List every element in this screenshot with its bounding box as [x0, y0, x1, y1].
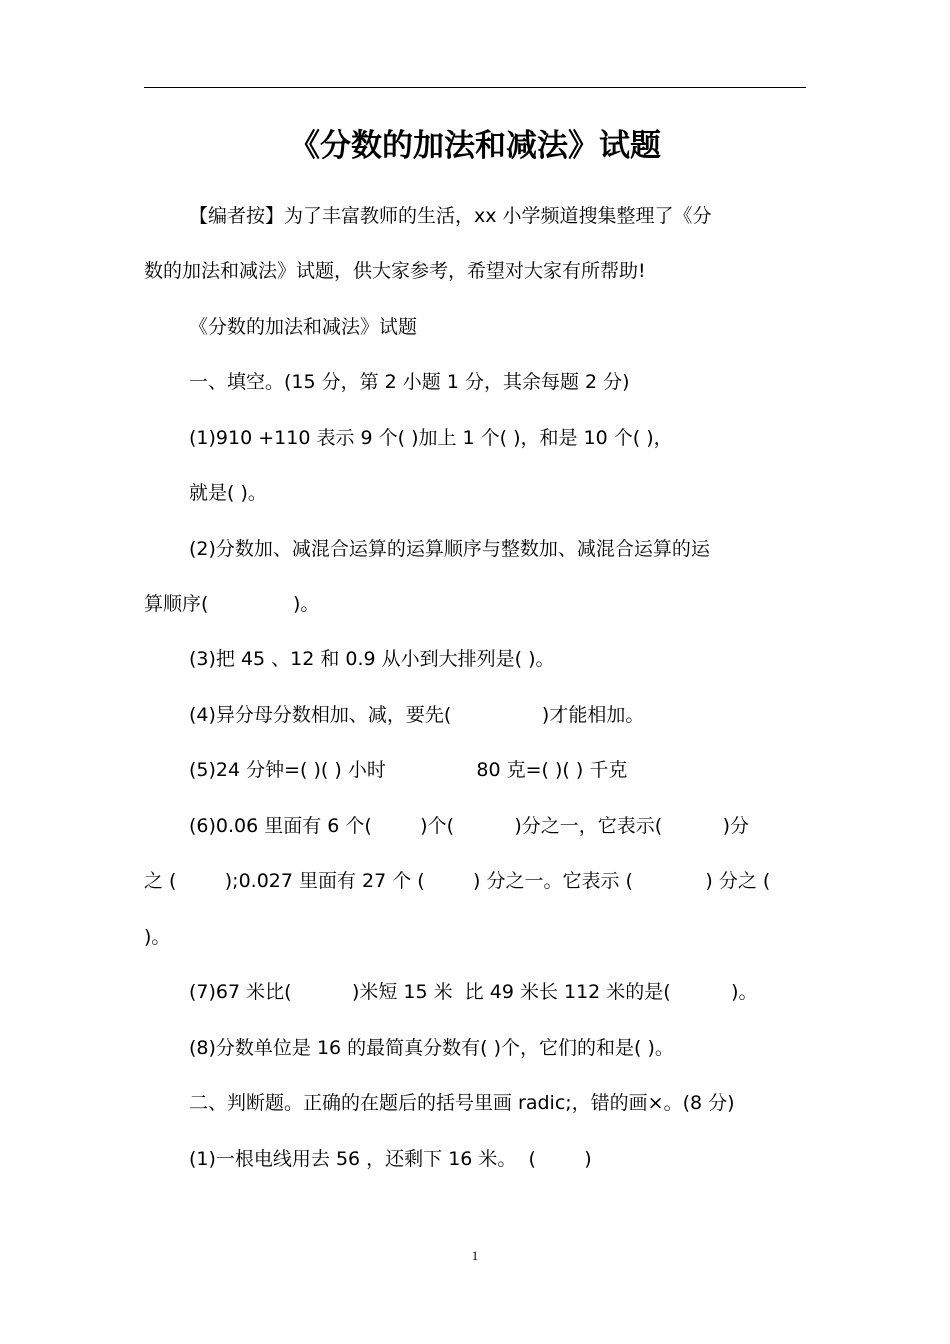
question-1: (1)910 +110 表示 9 个( )加上 1 个( )，和是 10 个( )，	[189, 427, 673, 449]
question-3: (3)把 45 、12 和 0.9 从小到大排列是( )。	[189, 648, 555, 670]
part-two-heading: 二、判断题。正确的在题后的括号里画 radic;，错的画×。(8 分)	[189, 1092, 735, 1114]
question-8: (8)分数单位是 16 的最简真分数有( )个，它们的和是( )。	[189, 1037, 674, 1059]
question-2: (2)分数加、减混合运算的运算顺序与整数加、减混合运算的运	[189, 538, 710, 560]
question-4: (4)异分母分数相加、减，要先( )才能相加。	[189, 704, 645, 726]
question-6: (6)0.06 里面有 6 个( )个( )分之一，它表示( )分	[189, 815, 750, 837]
section-title: 《分数的加法和减法》试题	[189, 316, 418, 338]
judgement-question-1: (1)一根电线用去 56 ，还剩下 16 米。 ( )	[189, 1148, 592, 1170]
question-2-continued: 算顺序( )。	[144, 593, 320, 615]
editor-note-line-1: 【编者按】为了丰富教师的生活，xx 小学频道搜集整理了《分	[189, 205, 712, 227]
question-1-continued: 就是( )。	[189, 482, 267, 504]
editor-note-line-2: 数的加法和减法》试题，供大家参考，希望对大家有所帮助!	[144, 260, 646, 282]
question-6-end: )。	[144, 926, 171, 948]
page-number: 1	[471, 1248, 479, 1263]
part-one-heading: 一、填空。(15 分，第 2 小题 1 分，其余每题 2 分)	[189, 371, 630, 393]
question-6-continued: 之 ( );0.027 里面有 27 个 ( ) 分之一。它表示 ( ) 分之 (	[144, 870, 771, 892]
question-7: (7)67 米比( )米短 15 米 比 49 米长 112 米的是( )。	[189, 981, 758, 1003]
document-title: 《分数的加法和减法》试题	[289, 128, 661, 164]
header-rule	[144, 87, 806, 88]
question-5: (5)24 分钟=( )( ) 小时 80 克=( )( ) 千克	[189, 759, 628, 781]
